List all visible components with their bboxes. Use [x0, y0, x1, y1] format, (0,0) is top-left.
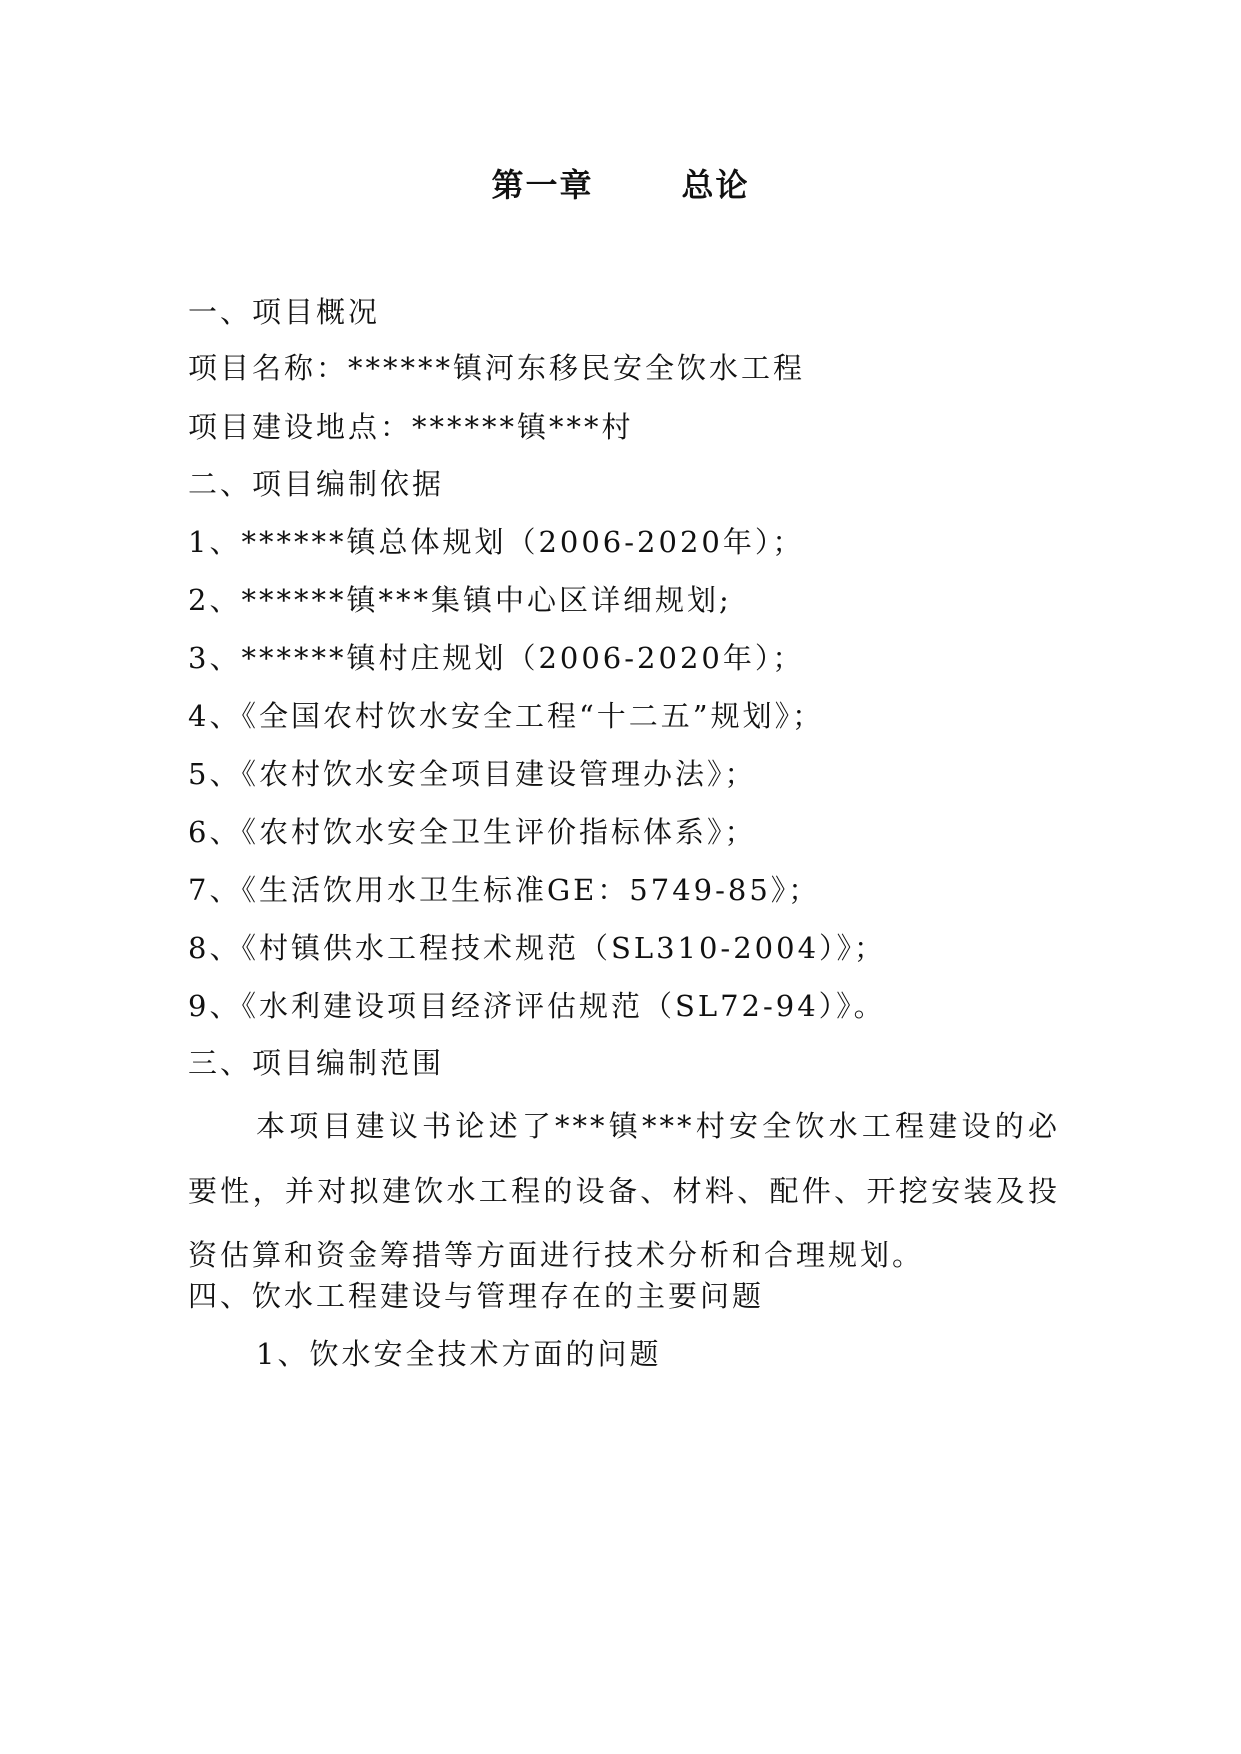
project-location-line: 项目建设地点：******镇***村 — [188, 410, 634, 444]
basis-item: 5、《农村饮水安全项目建设管理办法》； — [188, 757, 757, 791]
chapter-title — [0, 160, 1241, 206]
basis-item: 4、《全国农村饮水安全工程“十二五”规划》； — [188, 699, 825, 733]
basis-item: 3、******镇村庄规划（2006-2020年）； — [188, 641, 805, 675]
project-name-line: 项目名称：******镇河东移民安全饮水工程 — [188, 351, 806, 385]
basis-item: 8、《村镇供水工程技术规范（SL310-2004）》； — [188, 931, 887, 965]
basis-item: 2、******镇***集镇中心区详细规划; — [188, 583, 732, 617]
section-heading-basis: 二、项目编制依据 — [188, 467, 445, 501]
basis-item: 1、******镇总体规划（2006-2020年）； — [188, 525, 805, 559]
scope-paragraph: 本项目建议书论述了***镇***村安全饮水工程建设的必要性，并对拟建饮水工程的设备、材料、配件、开挖安装及投资估算和资金筹措等方面进行技术分析和合理规划。 — [188, 1109, 1060, 1272]
chapter-number: 第一章 — [491, 166, 594, 204]
basis-item: 9、《水利建设项目经济评估规范（SL72-94）》。 — [188, 989, 886, 1023]
basis-item: 7、《生活饮用水卫生标准GE：5749-85》； — [188, 873, 821, 907]
section-heading-overview: 一、项目概况 — [188, 295, 381, 329]
chapter-name: 总论 — [681, 166, 750, 204]
section-heading-problems: 四、饮水工程建设与管理存在的主要问题 — [188, 1279, 765, 1313]
subsection-heading-technical: 1、饮水安全技术方面的问题 — [256, 1337, 662, 1371]
basis-item: 6、《农村饮水安全卫生评价指标体系》； — [188, 815, 757, 849]
section-heading-scope: 三、项目编制范围 — [188, 1046, 445, 1080]
